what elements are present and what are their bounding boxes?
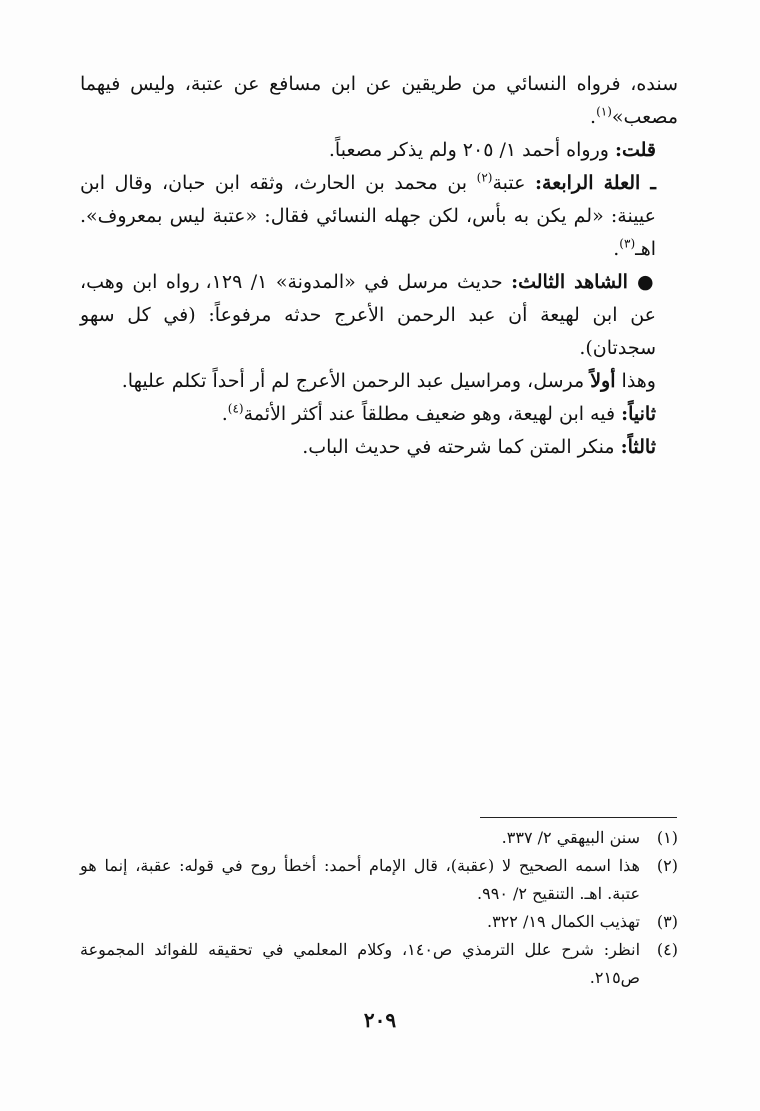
footnote-ref-4[interactable]: (٤) bbox=[227, 401, 244, 416]
footnote-number: (٤) bbox=[656, 940, 678, 959]
footnote-3 bbox=[80, 908, 678, 936]
footnote-text: تهذيب الكمال ١٩/ ٣٢٢. bbox=[486, 912, 640, 931]
footnote-1 bbox=[80, 824, 678, 852]
paragraph-4: ● الشاهد الثالث: حديث مرسل في «المدونة» ١/ ١٢٩، رواه ابن وهب، عن ابن لهيعة أن عبد الرحمن الأعرج حدثه مرفوعاً: (في كل سهو سجدتان). bbox=[80, 271, 656, 359]
footnote-number: (٣) bbox=[656, 912, 678, 931]
footnote-text: سنن البيهقي ٢/ ٣٣٧. bbox=[501, 828, 640, 847]
footnote-ref-1[interactable]: (١) bbox=[596, 104, 612, 119]
footnote-text: انظر: شرح علل الترمذي ص١٤٠، وكلام المعلمي في تحقيقه للفوائد المجموعة ص٢١٥. bbox=[80, 940, 641, 987]
main-text bbox=[80, 68, 678, 464]
footnote-text: هذا اسمه الصحيح لا (عقبة)، قال الإمام أحمد: أخطأ روح في قوله: عقبة، إنما هو عتبة. اهـ. التنقيح ٢/ ٩٩٠. bbox=[80, 856, 640, 903]
footnote-2 bbox=[80, 852, 678, 908]
footnotes bbox=[80, 824, 678, 992]
paragraph-2: قلت: ورواه أحمد ١/ ٢٠٥ ولم يذكر مصعباً. bbox=[328, 139, 656, 161]
footnote-number: (٢) bbox=[656, 856, 678, 875]
paragraph-5: وهذا أولاً مرسل، ومراسيل عبد الرحمن الأعرج لم أر أحداً تكلم عليها. bbox=[121, 370, 656, 392]
footnote-ref-3[interactable]: (٣) bbox=[619, 236, 636, 251]
paragraph-7: ثالثاً: منكر المتن كما شرحته في حديث الباب. bbox=[302, 436, 656, 458]
paragraph-6: ثانياً: فيه ابن لهيعة، وهو ضعيف مطلقاً عند أكثر الأئمة$^{(٤)}$. bbox=[221, 401, 656, 425]
page-number: ٢٠٩ bbox=[363, 1008, 397, 1032]
footnote-4 bbox=[80, 936, 678, 992]
paragraph-3: ـ العلة الرابعة: عتبة$^{(٢)}$ بن محمد بن الحارث، وثقه ابن حبان، وقال ابن عيينة: «لم يكن به بأس، لكن جهله النسائي فقال: «عتبة ليس بمعروف». اهـ$^{(٣)}$. bbox=[80, 170, 656, 260]
footnote-ref-2[interactable]: (٢) bbox=[476, 170, 493, 185]
paragraph-1: سنده، فرواه النسائي من طريقين عن ابن مسافع عن عتبة، وليس فيهما مصعب»$^{(١)}$. bbox=[80, 73, 678, 128]
footnote-divider bbox=[480, 817, 677, 818]
footnote-number: (١) bbox=[656, 828, 678, 847]
